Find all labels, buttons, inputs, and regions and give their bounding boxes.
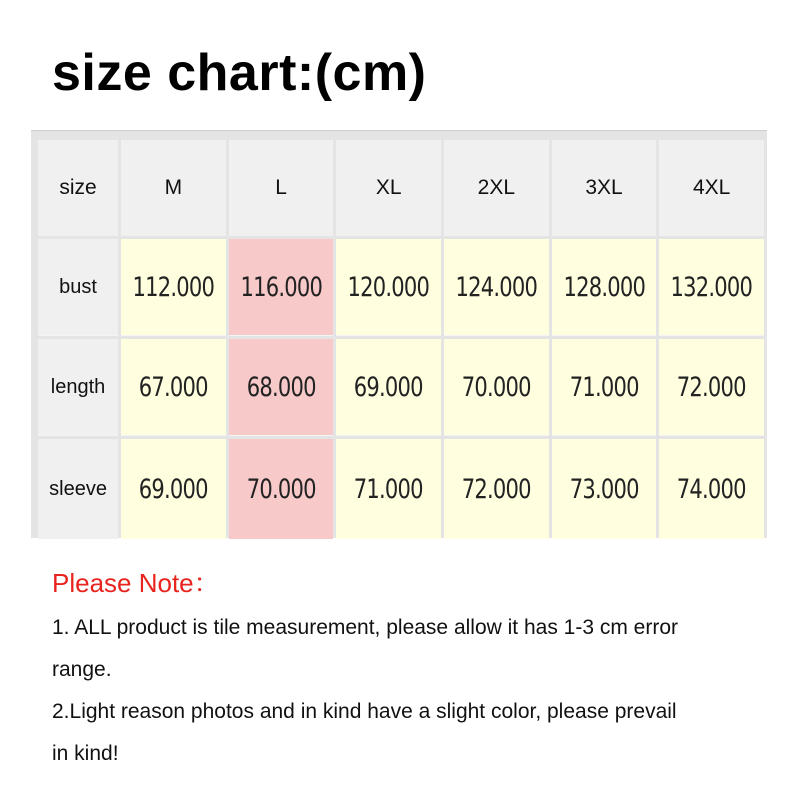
size-header-3xl: 3XL	[552, 140, 657, 236]
note-line-1: 1. ALL product is tile measurement, please allow it has 1-3 cm error	[52, 616, 679, 639]
table-cell-highlighted: 70.000	[229, 439, 334, 539]
size-chart-table	[31, 130, 767, 538]
note-line-2: 2.Light reason photos and in kind have a slight color, please prevail	[52, 700, 677, 723]
table-cell: 71.000	[336, 439, 441, 539]
size-header-l: L	[229, 140, 334, 236]
row-label-length: length	[38, 339, 118, 436]
page-title: size chart:(cm)	[52, 44, 427, 102]
size-header-m: M	[121, 140, 226, 236]
table-cell-highlighted: 68.000	[229, 339, 334, 436]
table-cell-highlighted: 116.000	[229, 239, 334, 336]
corner-label: size	[38, 140, 118, 236]
table-cell: 69.000	[336, 339, 441, 436]
table-row-bust	[38, 239, 764, 336]
table-cell: 67.000	[121, 339, 226, 436]
table-cell: 132.000	[659, 239, 764, 336]
table-cell: 74.000	[659, 439, 764, 539]
table-cell: 128.000	[552, 239, 657, 336]
table-header-row	[38, 140, 764, 236]
table-cell: 73.000	[552, 439, 657, 539]
table-cell: 112.000	[121, 239, 226, 336]
row-label-sleeve: sleeve	[38, 439, 118, 539]
table-cell: 120.000	[336, 239, 441, 336]
size-header-xl: XL	[336, 140, 441, 236]
size-header-2xl: 2XL	[444, 140, 549, 236]
table-cell: 72.000	[659, 339, 764, 436]
note-line-2-cont: in kind!	[52, 742, 119, 765]
table-cell: 72.000	[444, 439, 549, 539]
table-cell: 71.000	[552, 339, 657, 436]
table-row-sleeve	[38, 439, 764, 539]
table-cell: 70.000	[444, 339, 549, 436]
note-line-1-cont: range.	[52, 658, 112, 681]
size-header-4xl: 4XL	[659, 140, 764, 236]
row-label-bust: bust	[38, 239, 118, 336]
table-row-length	[38, 339, 764, 436]
note-heading: Please Note：	[52, 568, 220, 598]
table-cell: 124.000	[444, 239, 549, 336]
note-section	[52, 566, 782, 782]
table-cell: 69.000	[121, 439, 226, 539]
